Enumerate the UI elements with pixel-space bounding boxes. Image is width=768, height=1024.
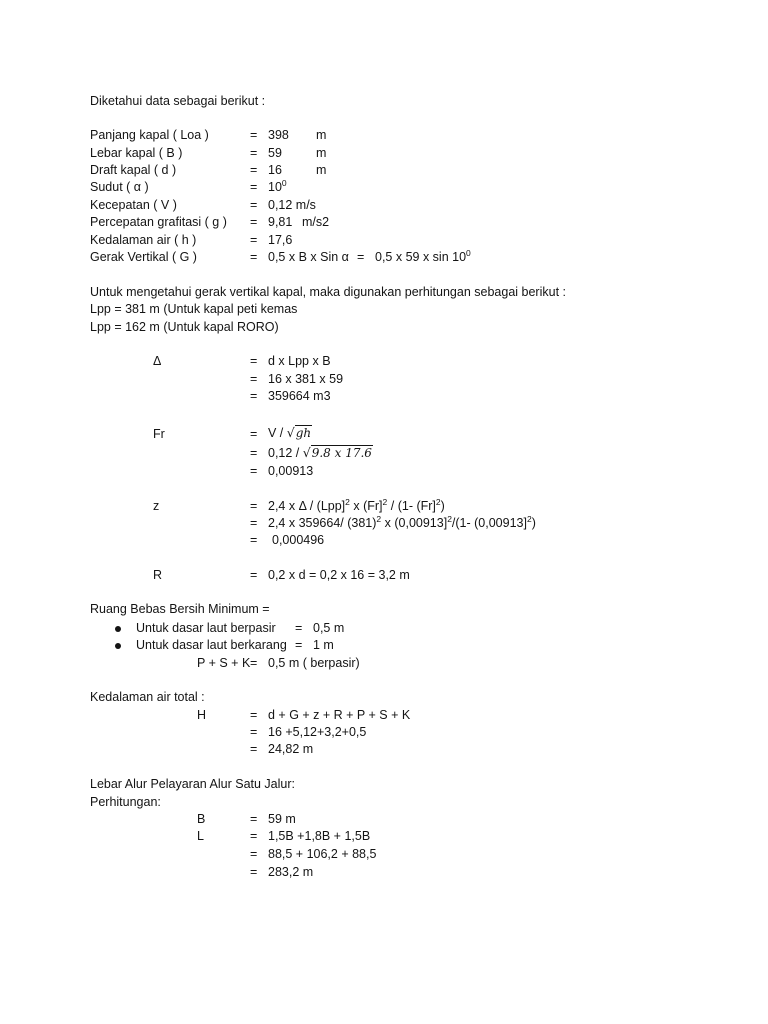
sandy-bottom-value: 0,5 m <box>313 621 345 635</box>
equals-sign: = <box>250 446 258 460</box>
loa-unit: m <box>316 128 327 142</box>
alpha-label: Sudut ( α ) <box>90 180 149 194</box>
total-depth-label: H <box>197 708 207 722</box>
equals-sign: = <box>250 847 258 861</box>
beam-label: B <box>197 812 206 826</box>
b-label: Lebar kapal ( B ) <box>90 146 183 160</box>
total-depth-result: 24,82 m <box>268 742 314 756</box>
equals-sign: = <box>250 708 258 722</box>
channel-width-title: Lebar Alur Pelayaran Alur Satu Jalur: <box>90 777 295 791</box>
r-label: R <box>153 568 163 582</box>
lpp-container-text: Lpp = 381 m (Untuk kapal peti kemas <box>90 302 298 316</box>
equals-sign: = <box>250 354 258 368</box>
g-unit: m/s2 <box>302 215 330 229</box>
d-label: Draft kapal ( d ) <box>90 163 177 177</box>
equals-sign: = <box>250 146 258 160</box>
h-label: Kedalaman air ( h ) <box>90 233 197 247</box>
psk-label: P + S + K <box>197 656 251 670</box>
z-substitution: 2,4 x 359664/ $(381)^2$ x (0,00913]$^2$/(1- (0,00913]$^2$) <box>268 514 536 530</box>
g-label: Percepatan grafitasi ( g ) <box>90 215 227 229</box>
equals-sign: = <box>250 427 258 441</box>
equals-sign: = <box>250 233 258 247</box>
equals-sign: = <box>250 742 258 756</box>
equals-sign: = <box>250 215 258 229</box>
delta-formula: d x Lpp x B <box>268 354 331 368</box>
sqrt-expression: √9.8 x 17.6 <box>302 445 372 460</box>
equals-sign: = <box>250 128 258 142</box>
method-text: Untuk mengetahui gerak vertikal kapal, maka digunakan perhitungan sebagai berikut : <box>90 285 566 299</box>
d-unit: m <box>316 163 327 177</box>
delta-substitution: 16 x 381 x 59 <box>268 372 344 386</box>
sandy-bottom-label: Untuk dasar laut berpasir <box>136 621 276 635</box>
intro-text: Diketahui data sebagai berikut : <box>90 94 266 108</box>
d-value: 16 <box>268 163 282 177</box>
total-depth-title: Kedalaman air total : <box>90 690 205 704</box>
equals-sign: = <box>250 865 258 879</box>
bullet-icon <box>115 626 121 632</box>
total-depth-formula: d + G + z + R + P + S + K <box>268 708 411 722</box>
equals-sign: = <box>250 464 258 478</box>
equals-sign: = <box>250 499 258 513</box>
bullet-icon <box>115 643 121 649</box>
psk-value: 0,5 m ( berpasir) <box>268 656 360 670</box>
equals-sign: = <box>250 250 258 264</box>
equals-sign: = <box>295 638 303 652</box>
equals-sign: = <box>250 725 258 739</box>
b-unit: m <box>316 146 327 160</box>
equals-sign: = <box>250 372 258 386</box>
width-formula: 1,5B +1,8B + 1,5B <box>268 829 371 843</box>
fr-label: Fr <box>153 427 165 441</box>
coral-bottom-label: Untuk dasar laut berkarang <box>136 638 287 652</box>
delta-label: Δ <box>153 354 162 368</box>
equals-sign: = <box>250 829 258 843</box>
b-value: 59 <box>268 146 282 160</box>
delta-result: 359664 m3 <box>268 389 331 403</box>
v-value: 0,12 m/s <box>268 198 316 212</box>
z-result: 0,000496 <box>272 533 325 547</box>
equals-sign: = <box>357 250 365 264</box>
equals-sign: = <box>250 198 258 212</box>
fr-formula: V / √gh <box>268 425 312 440</box>
equals-sign: = <box>250 812 258 826</box>
z-label: z <box>153 499 160 513</box>
z-formula: 2,4 x Δ / (Lpp]$^2$ x (Fr]$^2$ / (1- (Fr]$^2$) <box>268 497 445 513</box>
gv-formula: 0,5 x B x Sin α <box>268 250 349 264</box>
equals-sign: = <box>250 516 258 530</box>
width-result: 283,2 m <box>268 865 314 879</box>
equals-sign: = <box>250 533 258 547</box>
equals-sign: = <box>250 568 258 582</box>
v-label: Kecepatan ( V ) <box>90 198 177 212</box>
r-formula: 0,2 x d = 0,2 x 16 = 3,2 m <box>268 568 410 582</box>
coral-bottom-value: 1 m <box>313 638 334 652</box>
width-substitution: 88,5 + 106,2 + 88,5 <box>268 847 377 861</box>
calculation-label: Perhitungan: <box>90 795 161 809</box>
beam-value: 59 m <box>268 812 296 826</box>
g-value: 9,81 <box>268 215 293 229</box>
lpp-roro-text: Lpp = 162 m (Untuk kapal RORO) <box>90 320 279 334</box>
loa-value: 398 <box>268 128 289 142</box>
width-label: L <box>197 829 204 843</box>
total-depth-substitution: 16 +5,12+3,2+0,5 <box>268 725 367 739</box>
equals-sign: = <box>250 656 258 670</box>
equals-sign: = <box>250 163 258 177</box>
fr-result: 0,00913 <box>268 464 314 478</box>
h-value: 17,6 <box>268 233 293 247</box>
alpha-value: $10^0$ <box>268 178 287 194</box>
clearance-title: Ruang Bebas Bersih Minimum = <box>90 602 270 616</box>
equals-sign: = <box>250 180 258 194</box>
equals-sign: = <box>295 621 303 635</box>
sqrt-expression: √gh <box>286 425 312 440</box>
loa-label: Panjang kapal ( Loa ) <box>90 128 209 142</box>
gv-label: Gerak Vertikal ( G ) <box>90 250 197 264</box>
fr-substitution: 0,12 / √9.8 x 17.6 <box>268 445 372 460</box>
gv-substitution: 0,5 x 59 x $\sin 10^0$ <box>375 248 471 264</box>
equals-sign: = <box>250 389 258 403</box>
